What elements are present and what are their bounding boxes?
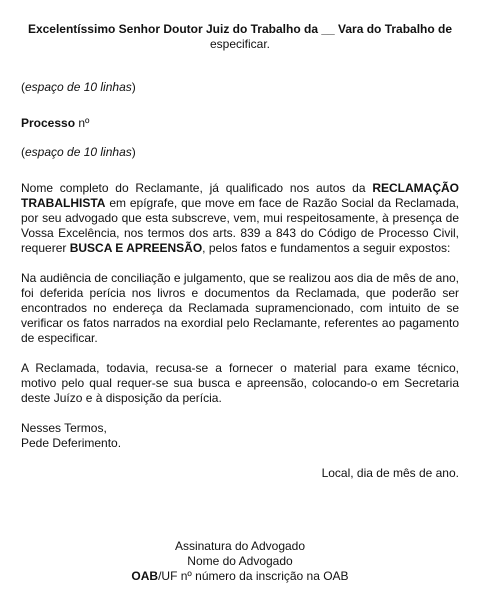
header-line-1: Excelentíssimo Senhor Doutor Juiz do Trabalho da __ Vara do Trabalho de [27,22,453,36]
space-note-2: (espaço de 10 linhas) [21,145,136,159]
processo-line [21,116,459,131]
document-header [21,22,459,52]
processo-label: Processo [21,116,76,130]
para1-text-3: , pelos fatos e fundamentos a seguir expostos: [202,241,451,255]
para1-bold-1: RECLAMAÇÃO TRABALHISTA [21,181,459,210]
paragraph-1 [21,181,459,256]
place-date: Local, dia de mês de ano. [321,466,459,480]
paragraph-3: A Reclamada, todavia, recusa-se a fornecer o material para exame técnico, motivo pelo qual requer-se sua busca e apreensão, colocando-o em Secretaria deste Juízo e à disposição da perícia. [21,361,459,405]
para1-text-2: em epígrafe, que move em face de Razão Social da Reclamada, por seu advogado que esta subscreve, vem, mui respeitosamente, à presença de Vossa Excelência, nos termos dos arts. 839 a 843 do Código de Processo Civil, requerer [21,196,459,255]
lawyer-name: Nome do Advogado [187,554,293,568]
document-page [21,22,459,584]
oab-label: OAB [131,569,159,583]
signature-line: Assinatura do Advogado [174,539,306,553]
para1-bold-2: BUSCA E APREENSÃO [69,241,203,255]
signature-block [21,539,459,584]
closing-line-1: Nesses Termos, [21,421,107,435]
space-note-2-text: espaço de 10 linhas [25,145,132,159]
processo-suffix: nº [75,116,90,130]
space-note-1: (espaço de 10 linhas) [21,80,136,94]
oab-line [21,569,459,584]
header-line-2: especificar. [209,37,271,51]
para1-text-1: Nome completo do Reclamante, já qualificado nos autos da [21,181,373,195]
paragraph-2: Na audiência de conciliação e julgamento, que se realizou aos dia de mês de ano, foi deferida perícia nos livros e documentos da Reclamada, que poderão ser encontrados no endereça da Reclamada supramencionado, com intuito de se verificar os fatos narrados na exordial pelo Reclamante, referentes ao pagamento de especificar. [21,271,459,345]
space-note-1-text: espaço de 10 linhas [25,80,132,94]
oab-number: /UF nº número da inscrição na OAB [158,569,349,583]
closing-line-2: Pede Deferimento. [21,436,122,450]
closing-block [21,421,459,451]
